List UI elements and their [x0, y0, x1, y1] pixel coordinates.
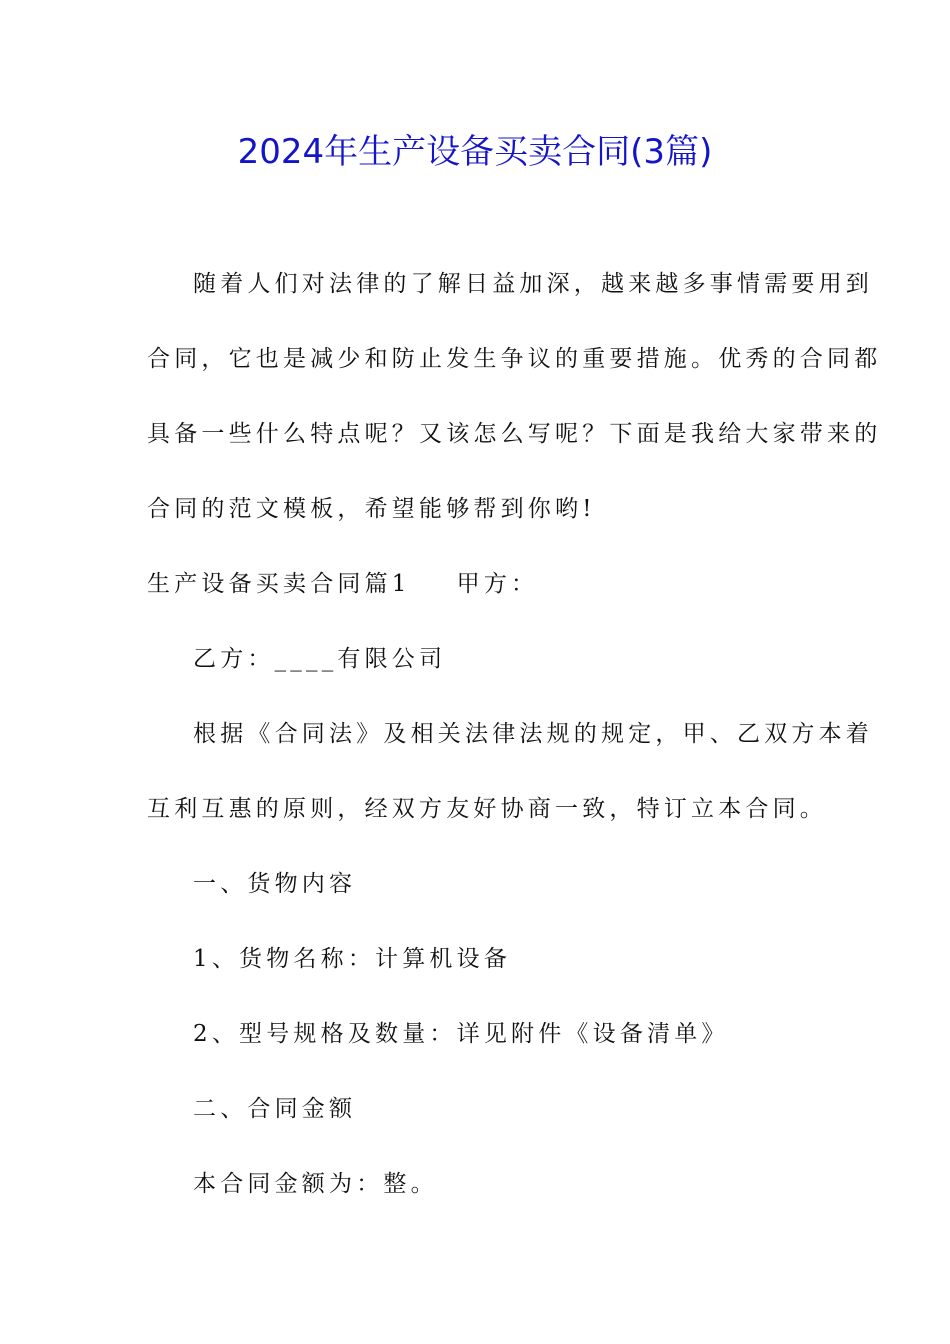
- intro-line-3: 具备一些什么特点呢？又该怎么写呢？下面是我给大家带来的: [147, 421, 882, 447]
- document-title: 2024年生产设备买卖合同(3篇): [237, 132, 713, 172]
- party-a-label: 甲方：: [456, 571, 539, 597]
- intro-line-2: 合同，它也是减少和防止发生争议的重要措施。优秀的合同都: [147, 346, 882, 372]
- item-goods-name: 1、货物名称：计算机设备: [193, 946, 512, 972]
- intro-line-4: 合同的范文模板，希望能够帮到你哟!: [147, 496, 596, 522]
- item-model-spec-quantity: 2、型号规格及数量：详见附件《设备清单》: [193, 1021, 729, 1047]
- item-contract-amount: 本合同金额为：整。: [193, 1171, 438, 1197]
- basis-line-1: 根据《合同法》及相关法律法规的规定，甲、乙双方本着: [193, 721, 873, 747]
- section-heading-row: [147, 568, 538, 600]
- party-b-line: 乙方：____有限公司: [193, 646, 447, 672]
- item-goods-content-heading: 一、货物内容: [193, 871, 357, 897]
- item-contract-amount-heading: 二、合同金额: [193, 1096, 357, 1122]
- basis-line-2: 互利互惠的原则，经双方友好协商一致，特订立本合同。: [147, 796, 827, 822]
- section-heading: 生产设备买卖合同篇1: [147, 571, 411, 597]
- intro-line-1: 随着人们对法律的了解日益加深，越来越多事情需要用到: [193, 271, 873, 297]
